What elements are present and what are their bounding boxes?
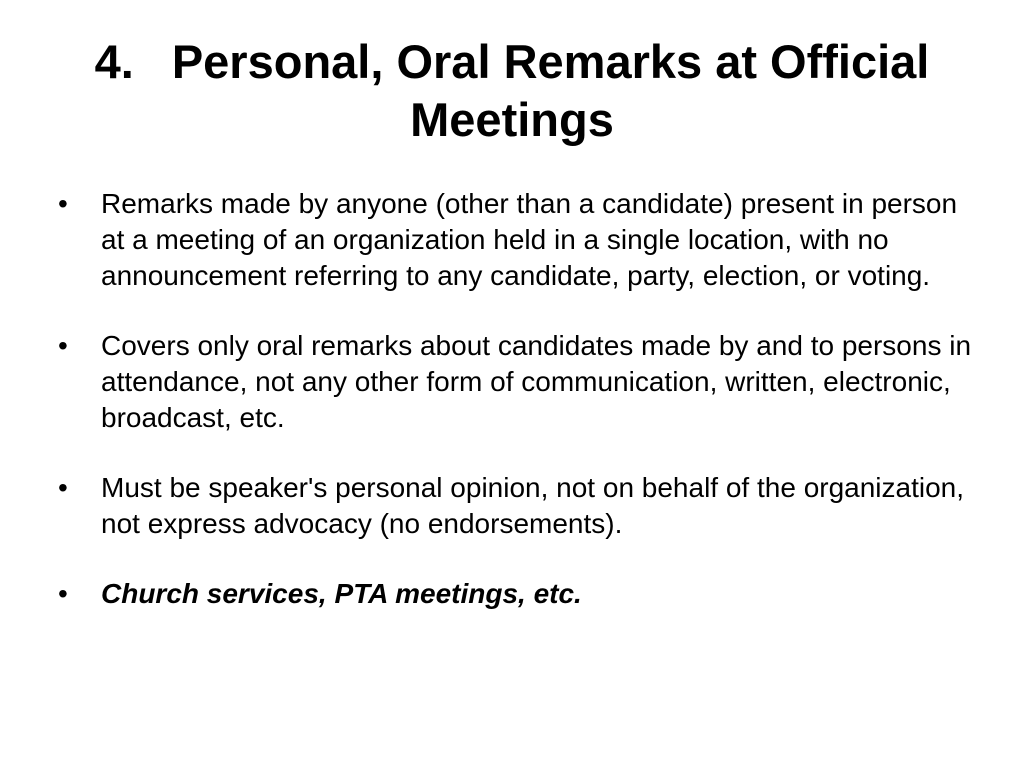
bullet-text: Covers only oral remarks about candidates made by and to persons in attendance, not any other form of communication, written, electronic, broadcast, etc. bbox=[101, 330, 972, 433]
bullet-marker: • bbox=[58, 578, 68, 609]
bullet-text: Remarks made by anyone (other than a candidate) present in person at a meeting of an organization held in a single location, with no announcement referring to any candidate, party, election, or voting. bbox=[101, 188, 958, 291]
title-text: Personal, Oral Remarks at Official Meetings bbox=[171, 35, 930, 146]
bullet-text: Must be speaker's personal opinion, not on behalf of the organization, not express advocacy (no endorsements). bbox=[101, 472, 965, 539]
slide-title bbox=[60, 33, 964, 149]
bullet-marker: • bbox=[58, 330, 68, 361]
title-number: 4. bbox=[94, 35, 134, 88]
bullet-item bbox=[58, 470, 978, 542]
bullet-marker: • bbox=[58, 188, 68, 219]
bullet-list bbox=[58, 186, 978, 612]
bullet-marker: • bbox=[58, 472, 68, 503]
bullet-item bbox=[58, 186, 978, 294]
bullet-text-emphasized: Church services, PTA meetings, etc. bbox=[101, 578, 582, 609]
bullet-item bbox=[58, 576, 978, 612]
bullet-item bbox=[58, 328, 978, 436]
